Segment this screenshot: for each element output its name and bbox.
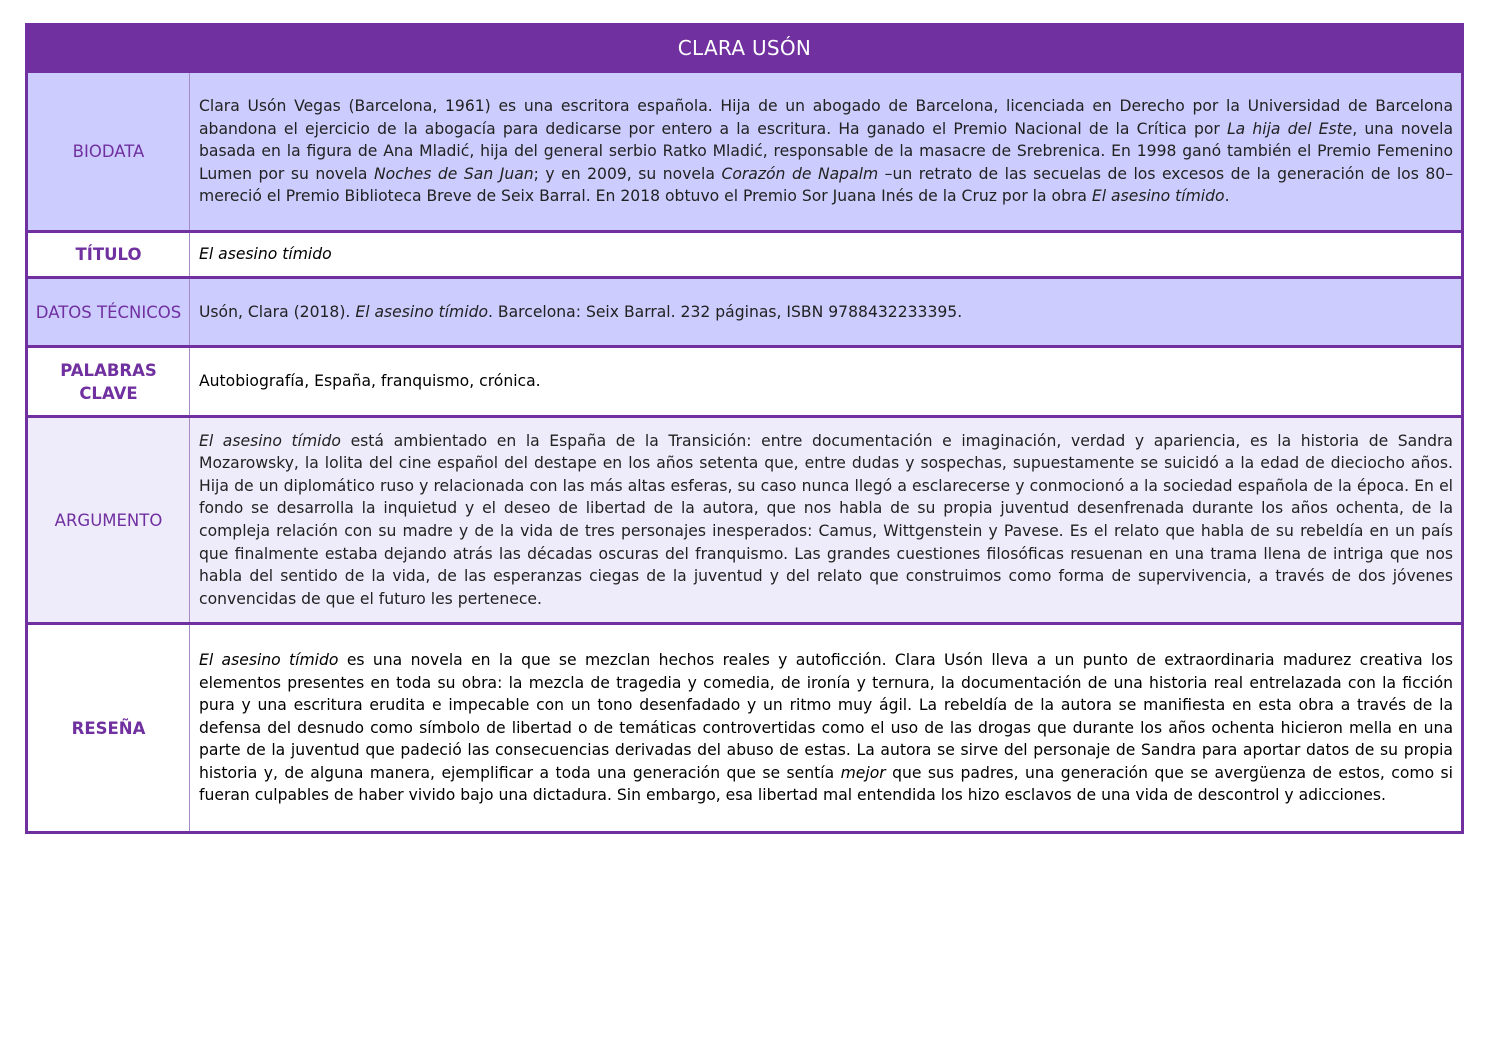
- resena-label: RESEÑA: [28, 625, 190, 831]
- palabras-clave-row: [28, 345, 1461, 415]
- resena-italic-title: El asesino tímido: [199, 650, 339, 669]
- titulo-row: [28, 230, 1461, 276]
- titulo-label: TÍTULO: [28, 233, 190, 276]
- resena-content: [190, 625, 1461, 831]
- author-title: CLARA USÓN: [28, 26, 1461, 70]
- datos-tecnicos-label: DATOS TÉCNICOS: [28, 279, 190, 345]
- book-record-table: [25, 23, 1464, 834]
- resena-italic-word: mejor: [840, 763, 886, 782]
- biodata-text-part: , una novela basada en la figura de Ana Mladić, hija del general serbio Ratko Mladić, responsable de la masacre de Srebrenica. En 1998 ganó también el Premio Femenino Lumen por su novela: [199, 119, 1453, 183]
- citation-details: . Barcelona: Seix Barral. 232 páginas, ISBN 9788432233395.: [488, 302, 963, 321]
- book-title: El asesino tímido: [199, 245, 332, 264]
- citation-author: Usón, Clara (2018).: [199, 302, 356, 321]
- argumento-text: está ambientado en la España de la Transición: entre documentación e imaginación, verdad y apariencia, es la historia de Sandra Mozarowsky, la lolita del cine español del destape en los años setenta que, entre dudas y sospechas, supuestamente se suicidó a la edad de dieciocho años. Hija de un diplomático ruso y relacionada con las más altas esferas, su caso nunca llegó a esclarecerse y conmocionó a la sociedad española de la época. En el fondo se desarrolla la inquietud y el deseo de libertad de la autora, que nos habla de su propia juventud desenfrenada durante los años ochenta, de la compleja relación con su madre y de la vida de tres personajes inesperados: Camus, Wittgenstein y Pavese. Es el relato que habla de su rebeldía en un país que finalmente estaba dejando atrás las décadas oscuras del franquismo. Las grandes cuestiones filosóficas resuenan en una trama llena de intriga que nos habla del sentido de la vida, de las esperanzas ciegas de la juventud y del relato que construimos como forma de supervivencia, a través de dos jóvenes convencidas de que el futuro les pertenece.: [199, 431, 1453, 608]
- resena-row: [28, 622, 1461, 831]
- biodata-text: [199, 95, 1453, 208]
- datos-tecnicos-row: [28, 276, 1461, 345]
- keywords: Autobiografía, España, franquismo, crónica.: [199, 372, 541, 391]
- titulo-content: [190, 233, 1461, 276]
- palabras-clave-label: PALABRAS CLAVE: [28, 348, 190, 415]
- argumento-label: ARGUMENTO: [28, 418, 190, 622]
- argumento-italic-title: El asesino tímido: [199, 431, 341, 450]
- citation-title: El asesino tímido: [355, 302, 489, 321]
- biodata-content: [190, 73, 1461, 230]
- biodata-italic-title: Noches de San Juan: [373, 164, 534, 183]
- biodata-italic-title: La hija del Este: [1226, 119, 1353, 138]
- datos-tecnicos-content: [190, 279, 1461, 345]
- argumento-row: [28, 415, 1461, 622]
- biodata-text-part: –un retrato de las secuelas de los excesos de la generación de los 80– mereció el Premio Biblioteca Breve de Seix Barral. En 2018 obtuvo el Premio Sor Juana Inés de la Cruz por la obra: [199, 164, 1453, 206]
- biodata-label: BIODATA: [28, 73, 190, 230]
- biodata-italic-title: El asesino tímido: [1091, 187, 1225, 206]
- biodata-text-part: ; y en 2009, su novela: [533, 164, 722, 183]
- palabras-clave-content: [190, 348, 1461, 415]
- biodata-text-part: .: [1224, 187, 1230, 206]
- biodata-text-part: Clara Usón Vegas (Barcelona, 1961) es una escritora española. Hija de un abogado de Barcelona, licenciada en Derecho por la Universidad de Barcelona abandona el ejercicio de la abogacía para dedicarse por entero a la escritura. Ha ganado el Premio Nacional de la Crítica por: [199, 97, 1453, 138]
- resena-text: es una novela en la que se mezclan hechos reales y autoficción. Clara Usón lleva a un punto de extraordinaria madurez creativa los elementos presentes en toda su obra: la mezcla de tragedia y comedia, de ironía y ternura, la documentación de una historia real entrelazada con la ficción pura y una escritura erudita e impecable con un tono desenfadado y un ritmo muy ágil. La rebeldía de la autora se manifiesta en esta obra a través de la defensa del desnudo como símbolo de libertad o de temáticas controvertidas como el uso de las drogas que durante los años ochenta hicieron mella en una parte de la juventud que padeció las consecuencias derivadas del abuso de estas. La autora se sirve del personaje de Sandra para aportar datos de su propia historia y, de alguna manera, ejemplificar a toda una generación que se sentía: [199, 650, 1454, 782]
- biodata-italic-title: Corazón de Napalm: [721, 164, 879, 183]
- argumento-content: [190, 418, 1461, 622]
- resena-text: que sus padres, una generación que se avergüenza de estos, como si fueran culpables de haber vivido bajo una dictadura. Sin embargo, esa libertad mal entendida los hizo esclavos de una vida de descontrol y adicciones.: [199, 763, 1454, 805]
- biodata-row: [28, 70, 1461, 230]
